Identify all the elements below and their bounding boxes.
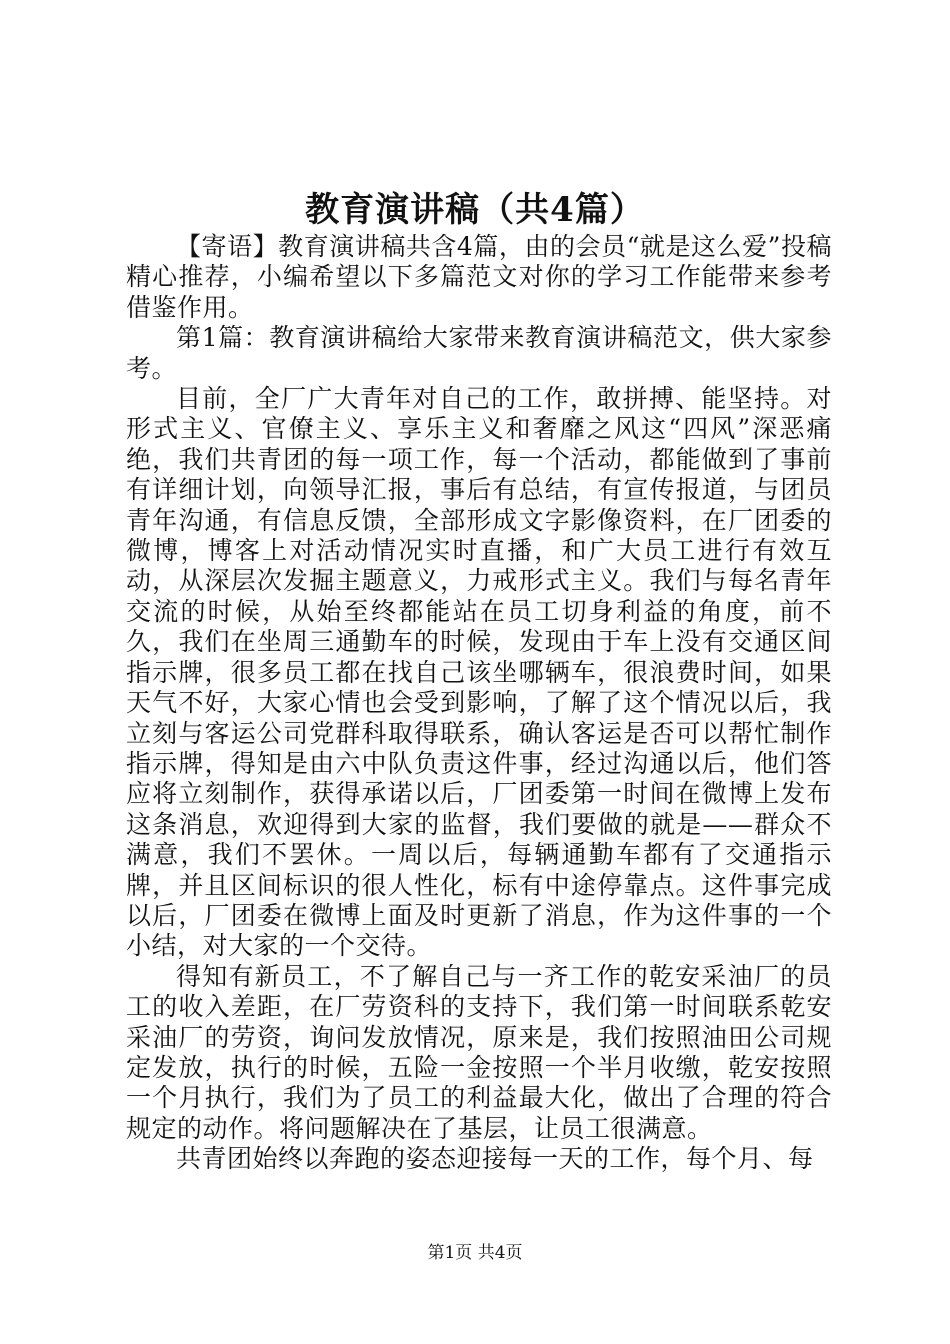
paragraph-chapter-1-intro: 第1篇：教育演讲稿给大家带来教育演讲稿范文，供大家参考。	[126, 323, 832, 383]
page-indicator: 第1页 共4页	[427, 1243, 523, 1263]
paragraph-preface: 【寄语】教育演讲稿共含4篇，由的会员“就是这么爱”投稿精心推荐，小编希望以下多篇范文对你的学习工作能带来参考借鉴作用。	[126, 232, 832, 322]
document-body	[126, 232, 832, 1175]
document-title: 教育演讲稿（共4篇）	[305, 190, 645, 230]
paragraph-body-2: 得知有新员工，不了解自己与一齐工作的乾安采油厂的员工的收入差距，在厂劳资科的支持下，我们第一时间联系乾安采油厂的劳资，询问发放情况，原来是，我们按照油田公司规定发放，执行的时候，五险一金按照一个半月收缴，乾安按照一个月执行，我们为了员工的利益最大化，做出了合理的符合规定的动作。将问题解决在了基层，让员工很满意。	[126, 961, 832, 1143]
paragraph-body-3: 共青团始终以奔跑的姿态迎接每一天的工作，每个月、每	[176, 1144, 814, 1174]
paragraph-body-1: 目前，全厂广大青年对自己的工作，敢拼搏、能坚持。对形式主义、官僚主义、享乐主义和奢靡之风这“四风”深恶痛绝，我们共青团的每一项工作，每一个活动，都能做到了事前有详细计划，向领导汇报，事后有总结，有宣传报道，与团员青年沟通，有信息反馈，全部形成文字影像资料，在厂团委的微博，博客上对活动情况实时直播，和广大员工进行有效互动，从深层次发掘主题意义，力戒形式主义。我们与每名青年交流的时候，从始至终都能站在员工切身利益的角度，前不久，我们在坐周三通勤车的时候，发现由于车上没有交通区间指示牌，很多员工都在找自己该坐哪辆车，很浪费时间，如果天气不好，大家心情也会受到影响，了解了这个情况以后，我立刻与客运公司党群科取得联系，确认客运是否可以帮忙制作指示牌，得知是由六中队负责这件事，经过沟通以后，他们答应将立刻制作，获得承诺以后，厂团委第一时间在微博上发布这条消息，欢迎得到大家的监督，我们要做的就是——群众不满意，我们不罢休。一周以后，每辆通勤车都有了交通指示牌，并且区间标识的很人性化，标有中途停靠点。这件事完成以后，厂团委在微博上面及时更新了消息，作为这件事的一个小结，对大家的一个交待。	[126, 384, 832, 961]
page-footer	[0, 1241, 950, 1265]
